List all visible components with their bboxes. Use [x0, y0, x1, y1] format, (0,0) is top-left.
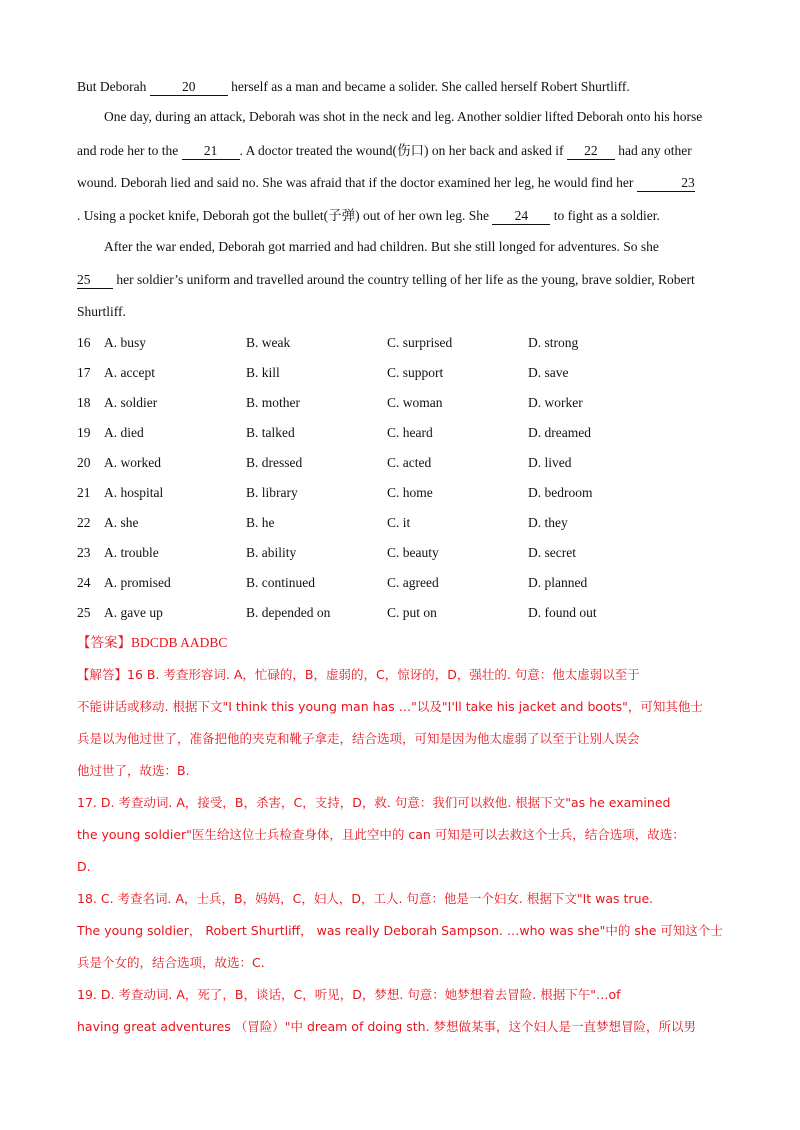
passage-line	[77, 207, 660, 225]
option-a: A. accept	[104, 365, 155, 380]
passage-line: After the war ended, Deborah got married and had children. But she still longed for adventures. So she	[104, 239, 659, 254]
passage-line	[77, 142, 692, 160]
passage-line	[77, 78, 630, 96]
explanation-line: 17. D. 考查动词. A，接受，B，杀害，C，支持，D，救. 句意：我们可以救他. 根据下文"as he examined	[77, 795, 671, 810]
option-a: A. busy	[104, 335, 147, 350]
passage-text: to fight as a soldier.	[550, 208, 660, 223]
option-d: D. secret	[528, 545, 576, 560]
explanation-line: 18. C. 考查名词. A，士兵，B，妈妈，C，妇人，D，工人. 句意：他是一个妇女. 根据下文"It was true.	[77, 891, 654, 906]
passage-text: But Deborah	[77, 79, 150, 94]
question-number: 23	[77, 545, 91, 560]
option-c: C. it	[387, 515, 411, 530]
explanation-line: 兵是以为他过世了，准备把他的夹克和靴子拿走，结合选项，可知是因为他太虚弱了以至于让别人误会	[77, 731, 640, 746]
passage-text: her soldier’s uniform and travelled around the country telling of her life as the young, brave soldier, Robert	[113, 272, 695, 287]
explanation-line: 兵是个女的，结合选项，故选：C.	[77, 955, 265, 970]
option-d: D. strong	[528, 335, 579, 350]
option-d: D. bedroom	[528, 485, 593, 500]
question-number: 19	[77, 425, 91, 440]
option-a: A. died	[104, 425, 144, 440]
option-c: C. agreed	[387, 575, 439, 590]
passage-line	[77, 271, 695, 289]
passage-line: Shurtliff.	[77, 304, 126, 319]
passage-text: had any other	[614, 143, 692, 158]
option-d: D. they	[528, 515, 568, 530]
option-c: C. surprised	[387, 335, 453, 350]
option-b: B. library	[246, 485, 298, 500]
option-c: C. support	[387, 365, 444, 380]
passage-text: wound. Deborah lied and said no. She was afraid that if the doctor examined her leg, he would find her	[77, 175, 637, 190]
option-a: A. promised	[104, 575, 171, 590]
option-d: D. save	[528, 365, 569, 380]
explanation-line: the young soldier"医生给这位士兵检查身体，且此空中的 can 可知是可以去救这个士兵，结合选项，故选：	[77, 827, 685, 842]
option-c: C. heard	[387, 425, 433, 440]
question-number: 20	[77, 455, 91, 470]
blank-23: 23	[637, 175, 695, 192]
option-a: A. trouble	[104, 545, 159, 560]
option-d: D. planned	[528, 575, 588, 590]
question-number: 25	[77, 605, 91, 620]
option-a: A. hospital	[104, 485, 164, 500]
option-c: C. put on	[387, 605, 437, 620]
explanation-line: 他过世了，故选：B.	[77, 763, 190, 778]
answer-line: 【答案】BDCDB AADBC	[77, 635, 228, 650]
explanation-line: D.	[77, 859, 91, 874]
option-a: A. worked	[104, 455, 161, 470]
blank-22: 22	[567, 143, 615, 160]
option-b: B. kill	[246, 365, 280, 380]
question-number: 21	[77, 485, 91, 500]
passage-text: herself as a man and became a solider. She called herself Robert Shurtliff.	[227, 79, 630, 94]
option-d: D. dreamed	[528, 425, 591, 440]
option-c: C. acted	[387, 455, 432, 470]
passage-line	[77, 174, 695, 192]
option-b: B. dressed	[246, 455, 303, 470]
explanation-line: having great adventures （冒险）"中 dream of doing sth. 梦想做某事，这个妇人是一直梦想冒险，所以男	[77, 1019, 696, 1034]
option-b: B. he	[246, 515, 275, 530]
option-d: D. lived	[528, 455, 572, 470]
passage-text: . Using a pocket knife, Deborah got the bullet(子弹) out of her own leg. She	[77, 208, 493, 223]
explanation-line: 【解答】16 B. 考查形容词. A，忙碌的，B，虚弱的，C，惊讶的，D，强壮的. 句意：他太虚弱以至于	[77, 667, 640, 682]
option-b: B. continued	[246, 575, 315, 590]
passage-text: . A doctor treated the wound(伤口) on her back and asked if	[239, 143, 567, 158]
blank-20: 20	[150, 79, 228, 96]
question-number: 22	[77, 515, 91, 530]
option-c: C. beauty	[387, 545, 439, 560]
option-b: B. talked	[246, 425, 295, 440]
option-c: C. woman	[387, 395, 443, 410]
blank-25: 25	[77, 272, 113, 289]
option-d: D. worker	[528, 395, 583, 410]
option-a: A. she	[104, 515, 139, 530]
option-a: A. soldier	[104, 395, 158, 410]
option-b: B. depended on	[246, 605, 331, 620]
option-a: A. gave up	[104, 605, 163, 620]
explanation-line: The young soldier， Robert Shurtliff， was really Deborah Sampson. …who was she"中的 she 可知这个士	[77, 923, 723, 938]
question-number: 17	[77, 365, 91, 380]
question-number: 24	[77, 575, 91, 590]
question-number: 16	[77, 335, 91, 350]
option-b: B. mother	[246, 395, 300, 410]
explanation-line: 19. D. 考查动词. A，死了，B，谈话，C，听见，D，梦想. 句意：她梦想着去冒险. 根据下午"…of	[77, 987, 621, 1002]
option-b: B. ability	[246, 545, 297, 560]
explanation-line: 不能讲话或移动. 根据下文"I think this young man has …"以及"I'll take his jacket and boots"，可知其他士	[77, 699, 703, 714]
option-b: B. weak	[246, 335, 291, 350]
passage-line: One day, during an attack, Deborah was shot in the neck and leg. Another soldier lifted Deborah onto his horse	[104, 109, 703, 124]
option-c: C. home	[387, 485, 433, 500]
question-number: 18	[77, 395, 91, 410]
option-d: D. found out	[528, 605, 597, 620]
blank-24: 24	[492, 208, 550, 225]
passage-text: and rode her to the	[77, 143, 182, 158]
blank-21: 21	[182, 143, 240, 160]
